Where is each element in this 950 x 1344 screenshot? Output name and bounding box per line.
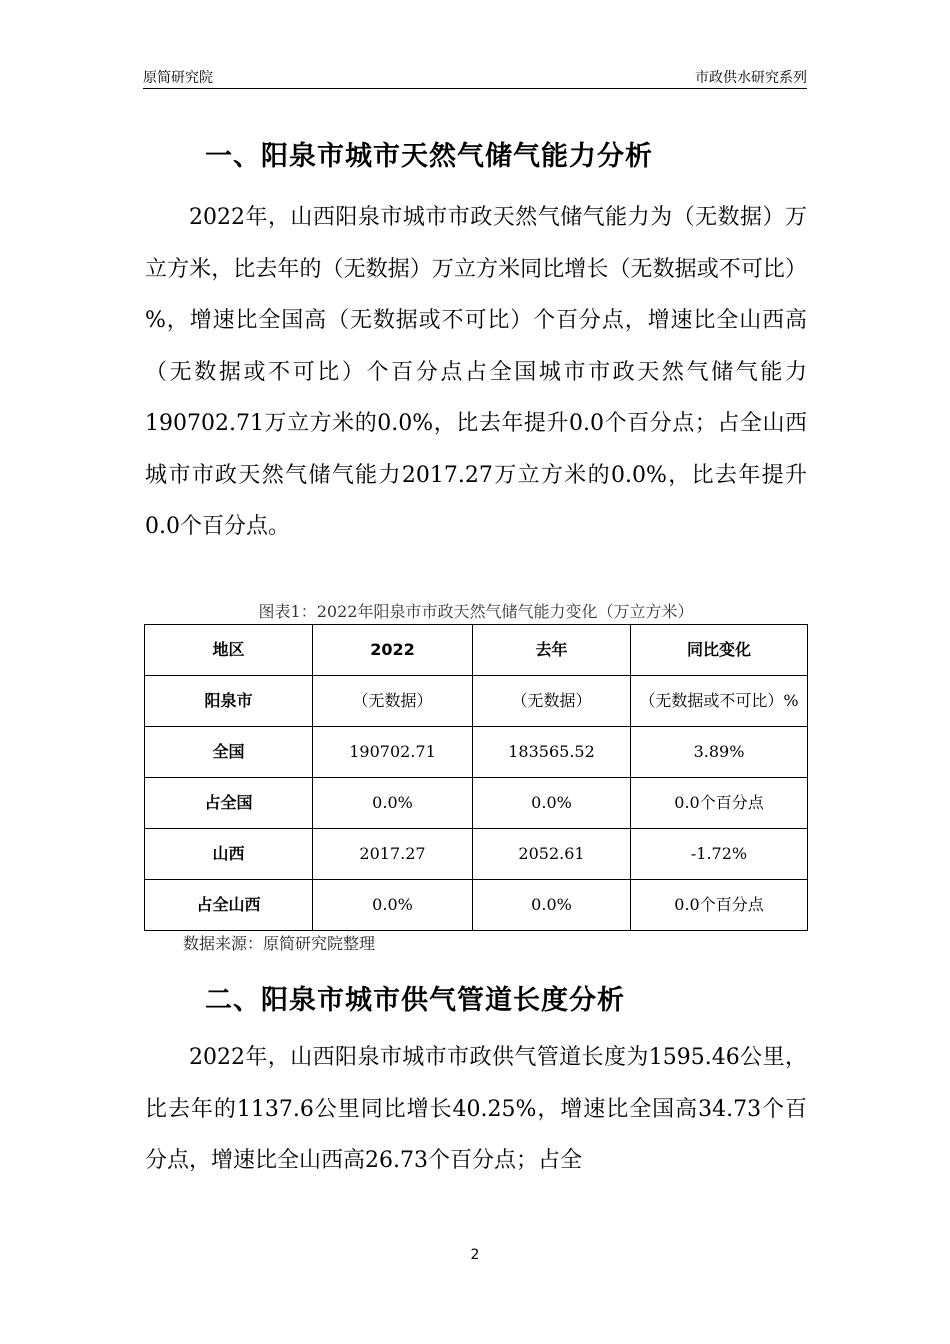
page-header bbox=[143, 64, 807, 89]
table-cell: 0.0个百分点 bbox=[631, 778, 808, 829]
table-cell: 0.0% bbox=[313, 778, 473, 829]
table-row bbox=[145, 829, 808, 880]
header-org: 原简研究院 bbox=[143, 70, 213, 86]
table-cell: （无数据） bbox=[313, 676, 473, 727]
table-row-label: 阳泉市 bbox=[145, 676, 313, 727]
table-row bbox=[145, 880, 808, 931]
section2-paragraph: 2022年，山西阳泉市城市市政供气管道长度为1595.46公里，比去年的1137.6公里同比增长40.25%，增速比全国高34.73个百分点，增速比全山西高26.73个百分点；占全 bbox=[145, 1045, 807, 1173]
table-caption: 图表1：2022年阳泉市市政天然气储气能力变化（万立方米） bbox=[258, 602, 694, 621]
table-cell: 3.89% bbox=[631, 727, 808, 778]
table-row-label: 占全山西 bbox=[145, 880, 313, 931]
section1-paragraph: 2022年，山西阳泉市城市市政天然气储气能力为（无数据）万立方米，比去年的（无数据）万立方米同比增长（无数据或不可比）%，增速比全国高（无数据或不可比）个百分点，增速比全山西高（无数据或不可比）个百分点占全国城市市政天然气储气能力190702.71万立方米的0.0%，比去年提升0.0个百分点；占全山西城市市政天然气储气能力2017.27万立方米的0.0%，比去年提升0.0个百分点。 bbox=[145, 205, 807, 539]
table-cell: （无数据或不可比）% bbox=[631, 676, 808, 727]
table-cell: 2017.27 bbox=[313, 829, 473, 880]
header-series: 市政供水研究系列 bbox=[695, 70, 807, 86]
table-cell: 190702.71 bbox=[313, 727, 473, 778]
table-header-cell: 2022 bbox=[313, 625, 473, 676]
table-cell: （无数据） bbox=[473, 676, 631, 727]
section2-title: 二、阳泉市城市供气管道长度分析 bbox=[205, 985, 625, 1016]
table-header-row bbox=[145, 625, 808, 676]
section1-title: 一、阳泉市城市天然气储气能力分析 bbox=[205, 141, 653, 172]
table-cell: 0.0% bbox=[473, 880, 631, 931]
table-header-cell: 同比变化 bbox=[631, 625, 808, 676]
table-header-cell: 地区 bbox=[145, 625, 313, 676]
table-cell: 0.0个百分点 bbox=[631, 880, 808, 931]
table-row bbox=[145, 778, 808, 829]
table-row-label: 占全国 bbox=[145, 778, 313, 829]
table-header-cell: 去年 bbox=[473, 625, 631, 676]
table-cell: 0.0% bbox=[473, 778, 631, 829]
data-table bbox=[144, 624, 808, 931]
table-cell: -1.72% bbox=[631, 829, 808, 880]
table-row-label: 全国 bbox=[145, 727, 313, 778]
table-cell: 183565.52 bbox=[473, 727, 631, 778]
table-row bbox=[145, 727, 808, 778]
table-row bbox=[145, 676, 808, 727]
table-cell: 0.0% bbox=[313, 880, 473, 931]
table-source: 数据来源：原简研究院整理 bbox=[183, 934, 376, 953]
page-number: 2 bbox=[470, 1247, 480, 1263]
table-row-label: 山西 bbox=[145, 829, 313, 880]
table-cell: 2052.61 bbox=[473, 829, 631, 880]
